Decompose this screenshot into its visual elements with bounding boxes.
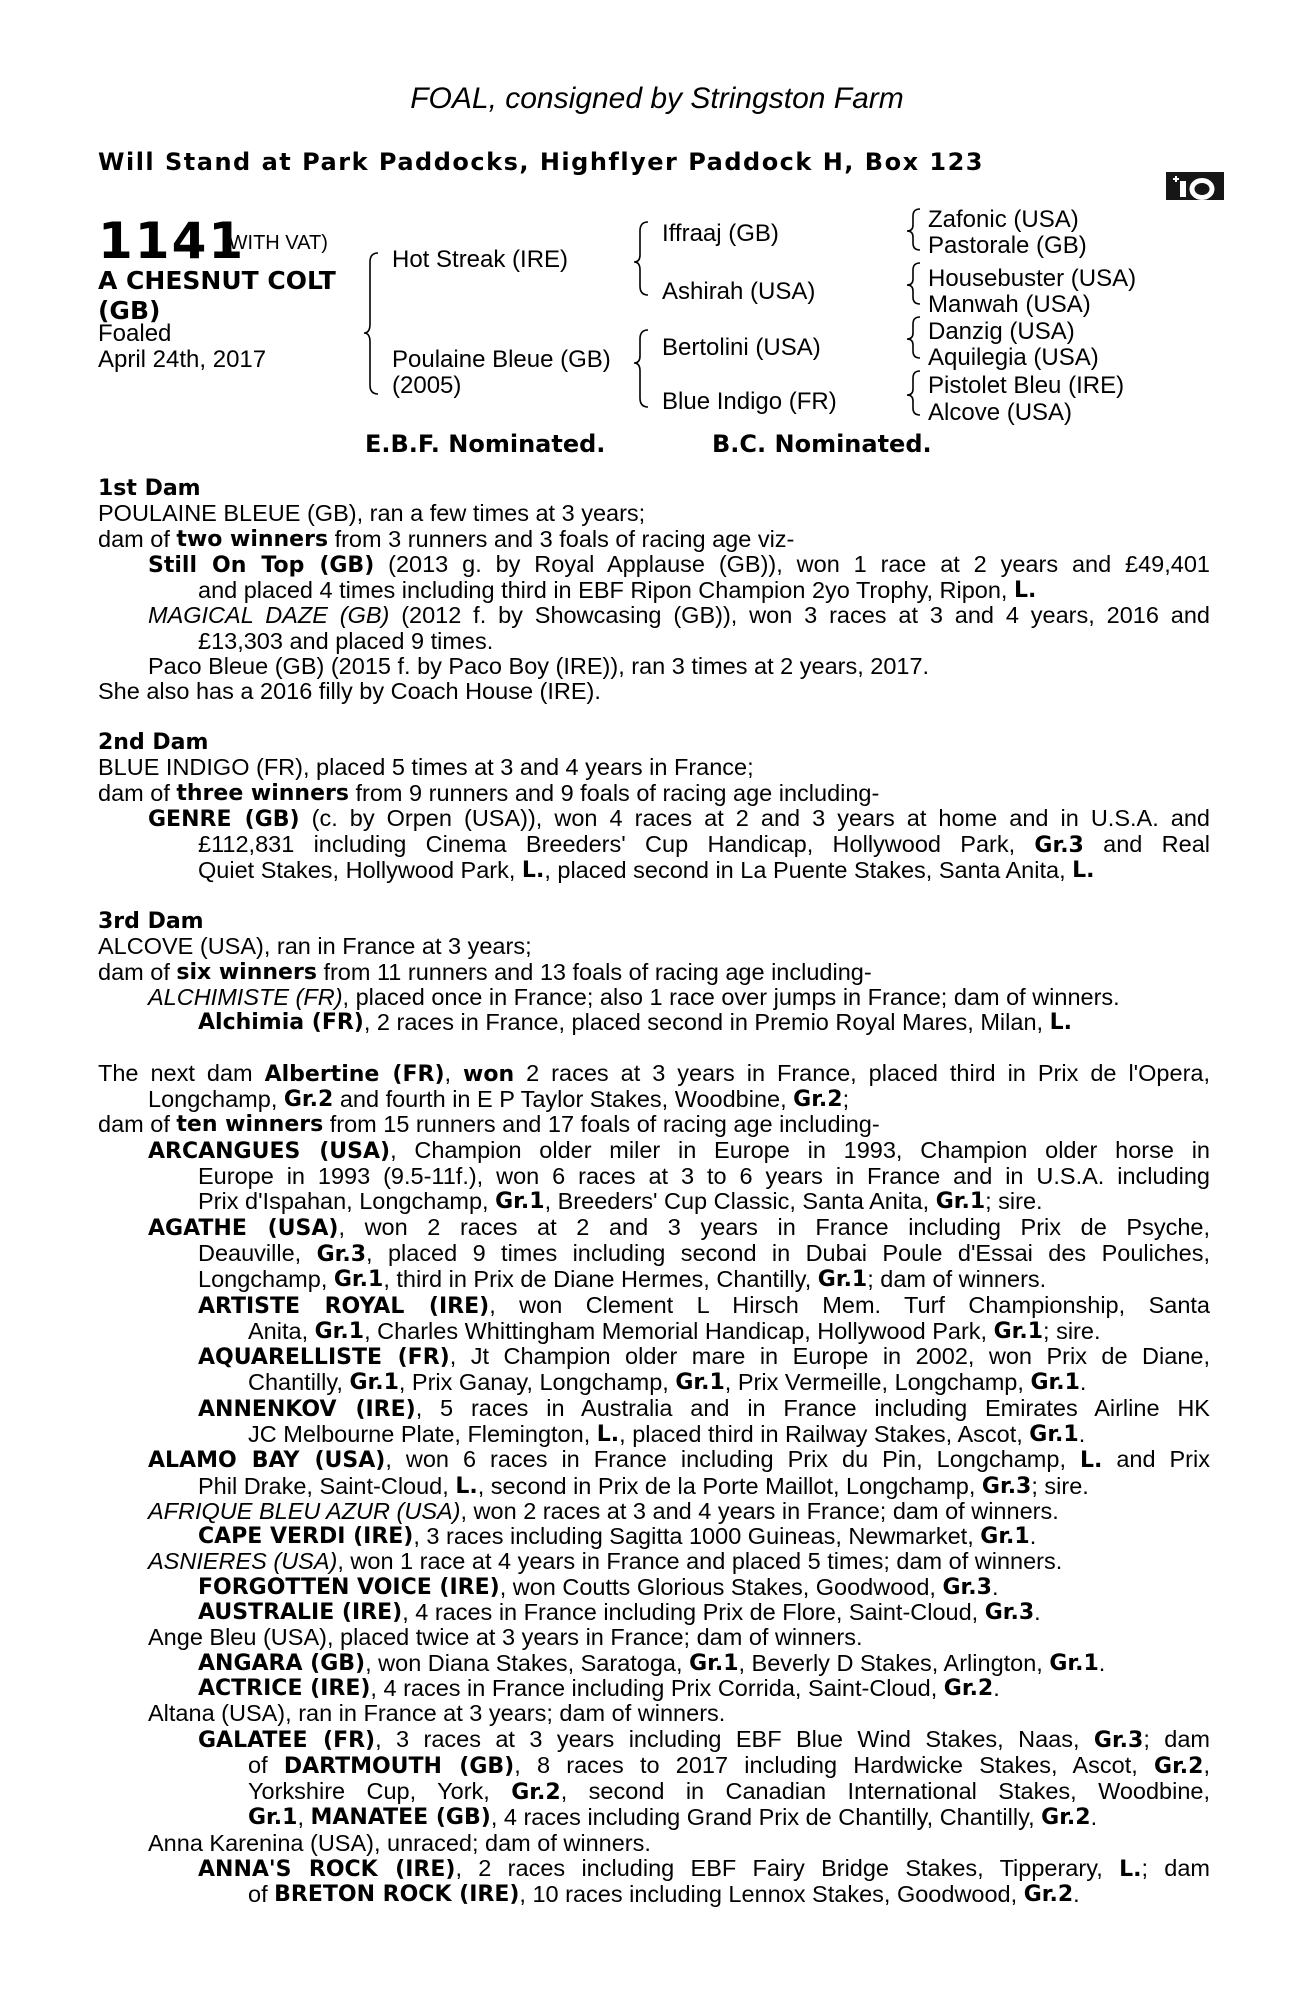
text-segment: . xyxy=(1034,1599,1041,1626)
text-segment: , won Clement L Hirsch Mem. Turf Championship, Santa xyxy=(489,1291,1210,1318)
bold-text: AUSTRALIE (IRE) xyxy=(198,1600,403,1626)
section-heading: 3rd Dam xyxy=(98,909,204,935)
text-segment: , won 2 races at 2 and 3 years in France including Prix de Psyche, xyxy=(338,1213,1210,1240)
pedigree-gen3-2: Pastorale (GB) xyxy=(928,232,1087,259)
bc-nominated: B.C. Nominated. xyxy=(712,430,932,458)
text-segment: ; sire. xyxy=(985,1188,1043,1215)
bold-text: Gr.3 xyxy=(316,1241,367,1267)
text-segment: , xyxy=(1203,1751,1210,1778)
text-line xyxy=(98,1215,1210,1241)
text-line xyxy=(98,1805,1210,1830)
text-line xyxy=(98,1422,1210,1447)
text-segment: ; sire. xyxy=(1031,1472,1089,1499)
bold-text: L. xyxy=(521,858,545,884)
text-segment: . xyxy=(1029,1523,1037,1550)
text-segment: , third in Prix de Diane Hermes, Chantilly, xyxy=(383,1266,818,1293)
italic-text: ASNIERES (USA) xyxy=(148,1548,338,1575)
text-segment: and Real xyxy=(1083,831,1210,858)
text-segment: , Prix Ganay, Longchamp, xyxy=(398,1369,676,1396)
bold-text: ALAMO BAY (USA) xyxy=(148,1448,386,1474)
bold-text: six winners xyxy=(176,959,317,985)
text-segment: Chantilly, xyxy=(248,1369,350,1396)
text-segment: . xyxy=(1078,1420,1086,1447)
text-segment: Yorkshire Cup, York, xyxy=(248,1778,512,1805)
bold-text: L. xyxy=(1119,1857,1142,1883)
bold-text: three winners xyxy=(176,780,349,806)
text-segment: (c. by Orpen (USA)), won 4 races at 2 and 3 years at home and in U.S.A. and xyxy=(299,804,1210,831)
text-line xyxy=(98,603,1210,628)
text-line xyxy=(98,1241,1210,1267)
text-segment: Longchamp, xyxy=(148,1086,284,1113)
pedigree-gen2-3: Bertolini (USA) xyxy=(662,334,821,361)
text-segment: dam of xyxy=(98,958,177,985)
text-segment: , Prix Vermeille, Longchamp, xyxy=(724,1369,1031,1396)
text-segment: and placed 4 times including third in EBF Ripon Champion 2yo Trophy, Ripon, xyxy=(198,577,1014,604)
text-segment: from 11 runners and 13 foals of racing age including- xyxy=(316,958,872,985)
text-segment: , second in Prix de la Porte Maillot, Longchamp, xyxy=(477,1472,982,1499)
text-line xyxy=(98,1447,1210,1473)
text-segment: from 9 runners and 9 foals of racing age including- xyxy=(348,779,880,806)
text-segment: , xyxy=(297,1804,311,1831)
bold-text: L. xyxy=(1049,1010,1072,1036)
text-segment: . xyxy=(1098,1649,1106,1676)
pedigree-gen2-2: Ashirah (USA) xyxy=(662,278,816,305)
pedigree-gen3-7: Pistolet Bleu (IRE) xyxy=(928,372,1125,399)
lot-description: A CHESNUT COLT xyxy=(98,266,336,295)
text-line xyxy=(98,1319,1210,1344)
text-segment: Quiet Stakes, Hollywood Park, xyxy=(198,857,522,884)
text-line: BLUE INDIGO (FR), placed 5 times at 3 and 4 years in France; xyxy=(98,754,754,781)
bold-text: ten winners xyxy=(176,1112,324,1138)
text-line xyxy=(98,1267,1210,1292)
text-line xyxy=(98,858,1210,883)
text-segment: , won 6 races in France including Prix du Pin, Longchamp, xyxy=(385,1446,1080,1473)
pedigree-gen3-3: Housebuster (USA) xyxy=(928,265,1137,292)
bold-text: MANATEE (GB) xyxy=(310,1805,491,1831)
bold-text: BRETON ROCK (IRE) xyxy=(274,1882,520,1908)
text-line xyxy=(98,985,1210,1010)
text-line xyxy=(98,1189,1210,1214)
text-line xyxy=(98,1727,1210,1753)
text-line xyxy=(98,960,1210,985)
bold-text: Gr.3 xyxy=(1034,833,1084,859)
bold-text: GENRE (GB) xyxy=(148,806,300,832)
text-segment: , xyxy=(444,1059,464,1086)
bold-text: Alchimia (FR) xyxy=(198,1010,364,1036)
text-segment: (2013 g. by Royal Applause (GB)), won 1 race at 2 years and £49,401 xyxy=(374,550,1210,577)
text-line xyxy=(98,1856,1210,1882)
bold-text: Gr.1 xyxy=(333,1267,384,1293)
text-line: Altana (USA), ran in France at 3 years; dam of winners. xyxy=(148,1700,726,1727)
bold-text: L. xyxy=(1013,578,1037,604)
italic-text: AFRIQUE BLEU AZUR (USA) xyxy=(148,1497,461,1524)
bold-text: AGATHE (USA) xyxy=(148,1215,339,1241)
text-line xyxy=(98,578,1210,603)
text-segment: , placed once in France; also 1 race over jumps in France; dam of winners. xyxy=(342,983,1120,1010)
pedigree-gen3-1: Zafonic (USA) xyxy=(928,206,1079,233)
lot-country: (GB) xyxy=(98,296,161,325)
bold-text: DARTMOUTH (GB) xyxy=(283,1753,515,1779)
bold-text: Gr.3 xyxy=(984,1600,1035,1626)
bold-text: Gr.1 xyxy=(1029,1421,1079,1447)
section-gap xyxy=(98,1036,1210,1061)
text-line xyxy=(98,832,1210,858)
text-line xyxy=(98,1010,1210,1035)
bold-text: Gr.1 xyxy=(935,1189,986,1215)
text-line xyxy=(98,1474,1210,1499)
bold-text: Gr.3 xyxy=(981,1473,1032,1499)
bold-text: Gr.1 xyxy=(817,1267,868,1293)
text-line xyxy=(98,1138,1210,1164)
text-segment: , second in Canadian International Stakes, Woodbine, xyxy=(560,1778,1210,1805)
text-segment: of xyxy=(248,1881,275,1908)
bold-text: GALATEE (FR) xyxy=(198,1727,376,1753)
text-segment: 2 races at 3 years in France, placed third in Prix de l'Opera, xyxy=(514,1059,1210,1086)
bold-text: Gr.2 xyxy=(283,1087,334,1113)
text-segment: dam of xyxy=(98,779,177,806)
text-segment: , 10 races including Lennox Stakes, Goodwood, xyxy=(519,1881,1024,1908)
text-segment: of xyxy=(248,1751,284,1778)
family-history xyxy=(98,476,1210,1908)
text-line xyxy=(98,806,1210,832)
text-segment: , 4 races in France including Prix Corrida, Saint-Cloud, xyxy=(370,1674,944,1701)
pedigree-gen3-6: Aquilegia (USA) xyxy=(928,344,1099,371)
text-segment: , Charles Whittingham Memorial Handicap, Hollywood Park, xyxy=(364,1317,994,1344)
text-segment: Deauville, xyxy=(198,1239,317,1266)
text-line: Ange Bleu (USA), placed twice at 3 years in France; dam of winners. xyxy=(148,1624,863,1651)
bold-text: Gr.3 xyxy=(942,1574,992,1600)
text-segment: The next dam xyxy=(98,1059,265,1086)
text-line: She also has a 2016 filly by Coach House (IRE). xyxy=(98,678,601,705)
text-segment: , won Diana Stakes, Saratoga, xyxy=(365,1649,690,1676)
text-segment: ; dam of winners. xyxy=(867,1266,1047,1293)
text-line xyxy=(98,1396,1210,1422)
bold-text: ANGARA (GB) xyxy=(198,1650,366,1676)
bold-text: ANNA'S ROCK (IRE) xyxy=(198,1857,456,1883)
text-line xyxy=(98,1370,1210,1395)
bold-text: AQUARELLISTE (FR) xyxy=(198,1345,450,1371)
text-segment: dam of xyxy=(98,1111,177,1138)
text-segment: . xyxy=(1073,1881,1080,1908)
vat-label: (WITH VAT) xyxy=(222,232,328,254)
text-segment: Longchamp, xyxy=(198,1266,334,1293)
pedigree-gen3-4: Manwah (USA) xyxy=(928,291,1091,318)
text-line xyxy=(98,1112,1210,1137)
text-segment: from 15 runners and 17 foals of racing age including- xyxy=(323,1111,880,1138)
dam-year: (2005) xyxy=(392,372,462,399)
bold-text: Gr.2 xyxy=(1154,1753,1204,1779)
bold-text: Gr.3 xyxy=(1093,1727,1144,1753)
bold-text: Gr.2 xyxy=(511,1780,561,1806)
text-segment: , 4 races including Grand Prix de Chantilly, Chantilly, xyxy=(490,1804,1042,1831)
text-line: £13,303 and placed 9 times. xyxy=(198,627,494,654)
text-segment: , Beverly D Stakes, Arlington, xyxy=(738,1649,1050,1676)
bold-text: Gr.1 xyxy=(993,1318,1044,1344)
text-segment: , placed 9 times including second in Dubai Poule d'Essai des Pouliches, xyxy=(366,1239,1210,1266)
text-segment: (2012 f. by Showcasing (GB)), won 3 races at 3 and 4 years, 2016 and xyxy=(389,602,1210,629)
text-segment: , Breeders' Cup Classic, Santa Anita, xyxy=(544,1188,936,1215)
bold-text: L. xyxy=(455,1473,478,1499)
text-line xyxy=(98,552,1210,578)
foaled-date: April 24th, 2017 xyxy=(98,346,267,373)
pedigree-gen2-4: Blue Indigo (FR) xyxy=(662,388,837,415)
text-line xyxy=(98,1164,1210,1189)
text-segment: , won 1 race at 4 years in France and placed 5 times; dam of winners. xyxy=(337,1548,1063,1575)
text-segment: from 3 runners and 3 foals of racing age viz- xyxy=(328,525,795,552)
section-heading: 1st Dam xyxy=(98,476,201,501)
text-segment: , 4 races in France including Prix de Flore, Saint-Cloud, xyxy=(402,1599,985,1626)
bold-text: Gr.2 xyxy=(793,1087,843,1113)
bold-text: L. xyxy=(596,1421,620,1447)
text-segment: ; sire. xyxy=(1043,1317,1101,1344)
bold-text: Albertine (FR) xyxy=(264,1061,445,1087)
bold-text: L. xyxy=(1079,1448,1103,1474)
section-gap xyxy=(98,884,1210,909)
text-segment: Phil Drake, Saint-Cloud, xyxy=(198,1472,456,1499)
bold-text: won xyxy=(463,1061,515,1087)
text-segment: £112,831 including Cinema Breeders' Cup Handicap, Hollywood Park, xyxy=(198,831,1035,858)
bold-text: Gr.1 xyxy=(349,1370,399,1396)
bold-text: ACTRICE (IRE) xyxy=(198,1675,371,1701)
italic-text: MAGICAL DAZE (GB) xyxy=(148,602,390,629)
text-segment: , placed third in Railway Stakes, Ascot, xyxy=(619,1420,1030,1447)
text-segment: , 5 races in Australia and in France including Emirates Airline HK xyxy=(415,1394,1210,1421)
bold-text: Gr.1 xyxy=(675,1370,725,1396)
text-line xyxy=(98,1882,1210,1907)
text-segment: and Prix xyxy=(1102,1446,1210,1473)
text-segment: , 3 races including Sagitta 1000 Guineas, Newmarket, xyxy=(413,1523,981,1550)
bold-text: Gr.1 xyxy=(248,1805,298,1831)
text-segment: , 8 races to 2017 including Hardwicke Stakes, Ascot, xyxy=(514,1751,1155,1778)
text-segment: . xyxy=(1090,1804,1098,1831)
bold-text: CAPE VERDI (IRE) xyxy=(198,1524,414,1550)
text-line xyxy=(98,1524,1210,1549)
bold-text: ARTISTE ROYAL (IRE) xyxy=(198,1293,490,1319)
text-line xyxy=(98,1575,1210,1600)
text-line: Anna Karenina (USA), unraced; dam of winners. xyxy=(148,1829,651,1856)
text-segment: , won 2 races at 3 and 4 years in France; dam of winners. xyxy=(460,1497,1059,1524)
text-line: ALCOVE (USA), ran in France at 3 years; xyxy=(98,933,532,960)
text-line xyxy=(98,1779,1210,1805)
text-segment: dam of xyxy=(98,525,177,552)
text-segment: . xyxy=(1079,1369,1087,1396)
bold-text: Gr.1 xyxy=(1049,1650,1099,1676)
text-segment: , placed second in La Puente Stakes, Santa Anita, xyxy=(544,857,1073,884)
text-line xyxy=(98,781,1210,806)
text-line xyxy=(98,1676,1210,1701)
text-segment: Europe in 1993 (9.5-11f.), won 6 races at 3 to 6 years in France and in U.S.A. including xyxy=(198,1163,1210,1190)
bold-text: two winners xyxy=(176,526,329,552)
text-segment: . xyxy=(991,1573,999,1600)
text-line xyxy=(98,1087,1210,1112)
pedigree-gen2-1: Iffraaj (GB) xyxy=(662,220,779,247)
text-line: POULAINE BLEUE (GB), ran a few times at 3 years; xyxy=(98,500,646,527)
bold-text: ARCANGUES (USA) xyxy=(148,1138,391,1164)
dam: Poulaine Bleue (GB) xyxy=(392,346,611,373)
text-line xyxy=(98,1499,1210,1524)
pedigree-gen3-5: Danzig (USA) xyxy=(928,318,1075,345)
bold-text: Gr.2 xyxy=(943,1675,994,1701)
text-segment: JC Melbourne Plate, Flemington, xyxy=(248,1420,597,1447)
stand-location: Will Stand at Park Paddocks, Highflyer Paddock H, Box 123 xyxy=(98,148,984,176)
text-line xyxy=(98,1753,1210,1779)
text-segment: , won Coutts Glorious Stakes, Goodwood, xyxy=(499,1573,943,1600)
text-segment: ; xyxy=(842,1086,850,1113)
text-segment: , 2 races in France, placed second in Premio Royal Mares, Milan, xyxy=(363,1009,1050,1036)
text-segment: Anita, xyxy=(248,1317,315,1344)
text-line xyxy=(98,1061,1210,1087)
bold-text: Gr.2 xyxy=(1023,1882,1074,1908)
text-line xyxy=(98,1293,1210,1319)
italic-text: ALCHIMISTE (FR) xyxy=(148,983,343,1010)
text-segment: Prix d'Ispahan, Longchamp, xyxy=(198,1188,496,1215)
bold-text: Still On Top (GB) xyxy=(148,552,375,578)
text-line xyxy=(98,1600,1210,1625)
bold-text: FORGOTTEN VOICE (IRE) xyxy=(198,1574,500,1600)
text-line xyxy=(98,527,1210,552)
text-segment: , Jt Champion older mare in Europe in 2002, won Prix de Diane, xyxy=(449,1343,1210,1370)
page-title: FOAL, consigned by Stringston Farm xyxy=(410,82,904,115)
text-segment: and fourth in E P Taylor Stakes, Woodbine, xyxy=(333,1086,794,1113)
text-segment: . xyxy=(993,1674,1000,1701)
text-line xyxy=(98,1651,1210,1676)
bold-text: ANNENKOV (IRE) xyxy=(198,1396,416,1422)
lot-number: 1141 xyxy=(98,212,246,270)
text-line xyxy=(98,1549,1210,1574)
section-gap xyxy=(98,705,1210,730)
text-segment: ; dam xyxy=(1143,1725,1210,1752)
text-segment: ; dam xyxy=(1141,1855,1211,1882)
ebf-nominated: E.B.F. Nominated. xyxy=(365,430,606,458)
text-segment: , 3 races at 3 years including EBF Blue Wind Stakes, Naas, xyxy=(375,1725,1094,1752)
section-heading: 2nd Dam xyxy=(98,729,209,755)
bold-text: Gr.1 xyxy=(1030,1370,1080,1396)
foaled-label: Foaled xyxy=(98,320,172,347)
pedigree-gen3-8: Alcove (USA) xyxy=(928,399,1073,426)
text-line: Paco Bleue (GB) (2015 f. by Paco Boy (IRE)), ran 3 times at 2 years, 2017. xyxy=(148,653,930,680)
bold-text: Gr.1 xyxy=(980,1524,1030,1550)
text-segment: , Champion older miler in Europe in 1993, Champion older horse in xyxy=(390,1136,1210,1163)
text-segment: , 2 races including EBF Fairy Bridge Stakes, Tipperary, xyxy=(455,1855,1120,1882)
bold-text: Gr.2 xyxy=(1041,1805,1091,1831)
bold-text: L. xyxy=(1072,858,1095,884)
bold-text: Gr.1 xyxy=(689,1650,739,1676)
bold-text: Gr.1 xyxy=(495,1189,545,1215)
text-line xyxy=(98,1344,1210,1370)
bold-text: Gr.1 xyxy=(314,1318,365,1344)
sire: Hot Streak (IRE) xyxy=(392,246,569,273)
